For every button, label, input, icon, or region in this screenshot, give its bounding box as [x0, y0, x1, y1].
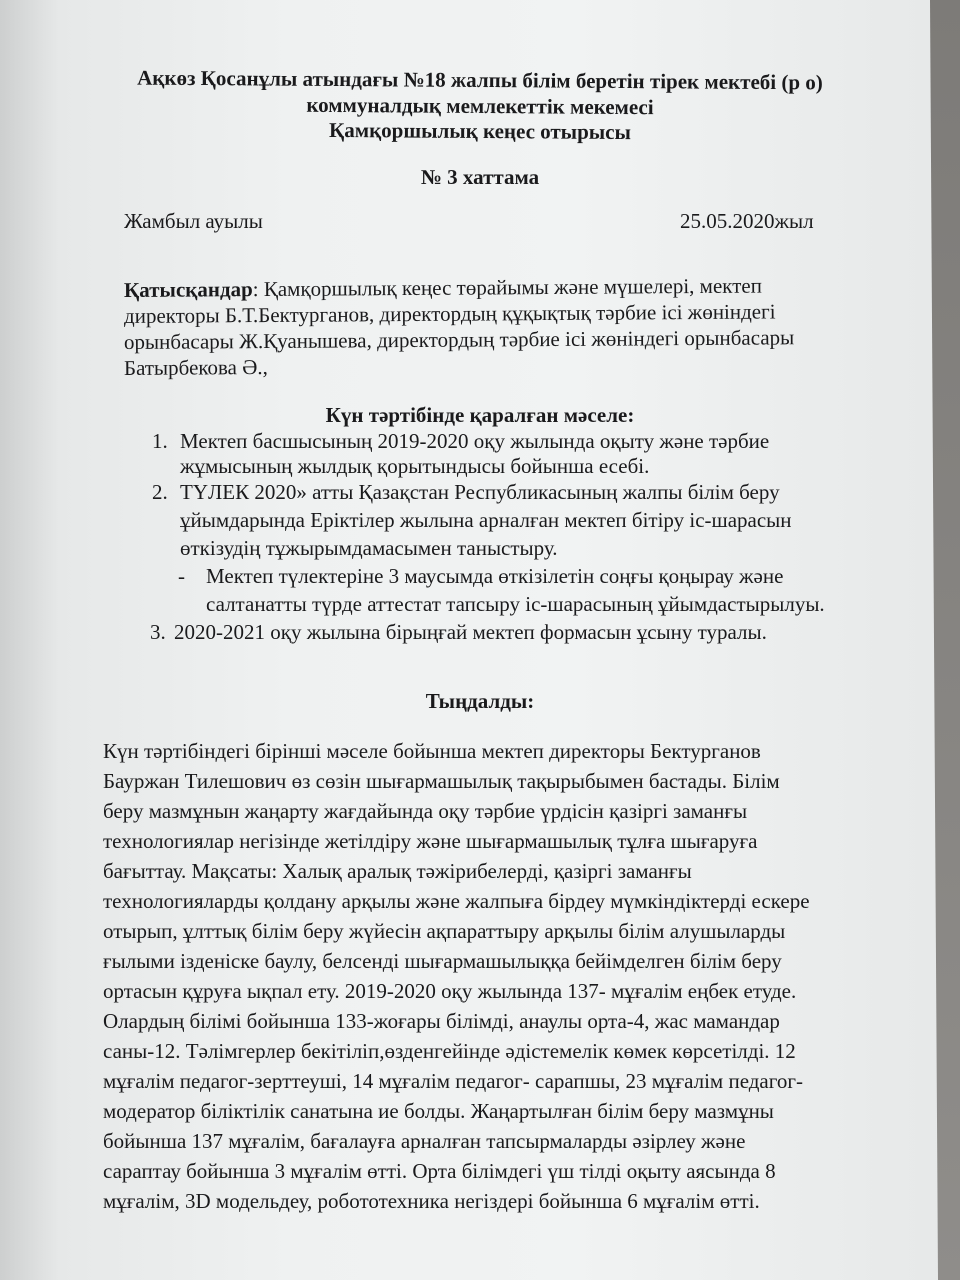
heard-line-5: бағыттау. Мақсаты: Халық аралық тәжірибелерді, қазіргі заманғы	[103, 859, 692, 883]
participants-label: Қатысқандар	[123, 277, 253, 302]
agenda-sub-line-2: салтанатты түрде аттестат тапсыру іс-шарасының ұйымдастырылуы.	[206, 592, 825, 616]
agenda-item-3-line-1: 2020-2021 оқу жылына бірыңғай мектеп формасын ұсыну туралы.	[174, 620, 767, 644]
place-label: Жамбыл ауылы	[124, 209, 263, 233]
header-line-3: Қамқоршылық кеңес отырысы	[328, 117, 632, 145]
participants-text: : Қамқоршылық кеңес төрайымы және мүшелері, мектеп	[252, 273, 762, 302]
page-shadow	[0, 0, 60, 1280]
heard-title: Тыңдалды:	[425, 689, 535, 713]
heard-line-15: сараптау бойынша 3 мұғалім өтті. Орта білімдегі үш тілді оқыту аясында 8	[103, 1159, 776, 1183]
date-label: 25.05.2020жыл	[680, 209, 814, 233]
agenda-item-2-line-1: ТҮЛЕК 2020» атты Қазақстан Республикасының жалпы білім беру	[180, 480, 780, 504]
agenda-title: Күн тәртібінде қаралған мәселе:	[325, 403, 635, 427]
agenda-sub-dash: -	[178, 564, 185, 588]
participants-line-4: Батырбекова Ә.,	[123, 354, 268, 380]
heard-line-14: бойынша 137 мұғалім, бағалауға арналған тапсырмаларды әзірлеу және	[103, 1129, 746, 1153]
protocol-title: № 3 хаттама	[420, 165, 540, 189]
agenda-item-1-number: 1.	[152, 429, 168, 453]
agenda-item-3-number: 3.	[150, 620, 166, 644]
agenda-item-2-line-2: ұйымдарында Еріктілер жылына арналған мектеп бітіру іс-шарасын	[180, 508, 792, 532]
agenda-item-2-number: 2.	[152, 480, 168, 504]
heard-line-16: мұғалім, 3D модельдеу, робототехника негіздері бойынша 6 мұғалім өтті.	[103, 1189, 760, 1213]
heard-line-4: технологиялар негізінде жетілдіру және шығармашылық тұлға шығаруға	[103, 829, 758, 853]
header-line-1: Ақкөз Қосанұлы атындағы №18 жалпы білім беретін тірек мектебі (р о)	[137, 65, 823, 95]
heard-line-3: беру мазмұнын жаңарту жағдайында оқу тәрбие үрдісін қазіргі заманғы	[103, 799, 748, 823]
agenda-item-1-line-1: Мектеп басшысының 2019-2020 оқу жылында оқыту және тәрбие	[180, 429, 770, 453]
heard-line-6: технологияларды қолдану арқылы және жалпыға бірдеу мүмкіндіктерді ескере	[103, 889, 810, 913]
agenda-item-1-line-2: жұмысының жылдық қорытындысы бойынша есебі.	[180, 454, 650, 478]
heard-line-1: Күн тәртібіндегі бірінші мәселе бойынша мектеп директоры Бектурганов	[103, 739, 761, 763]
heard-line-8: ғылыми ізденіске баулу, белсенді шығармашылыққа бейімделген білім беру	[103, 949, 782, 973]
heard-line-2: Бауржан Тилешович өз сөзін шығармашылық тақырыбымен бастады. Білім	[103, 769, 780, 793]
heard-line-13: модератор біліктілік санатына ие болды. Жаңартылған білім беру мазмұны	[103, 1099, 774, 1123]
participants-line-2: директоры Б.Т.Бектурганов, директордың құқықтық тәрбие ісі жөніндегі	[123, 299, 776, 328]
agenda-sub-line-1: Мектеп түлектеріне 3 маусымда өткізілетін соңғы қоңырау және	[206, 564, 784, 588]
heard-line-10: Олардың білімі бойынша 133-жоғары білімді, анаулы орта-4, жас мамандар	[103, 1009, 780, 1033]
heard-line-11: саны-12. Тәлімгерлер бекітіліп,өзденгейінде әдістемелік көмек көрсетілді. 12	[103, 1039, 796, 1063]
agenda-item-2-line-3: өткізудің тұжырымдамасымен таныстыру.	[180, 536, 558, 560]
header-line-2: коммуналдық мемлекеттік мекемесі	[306, 92, 654, 120]
participants-line-3: орынбасары Ж.Қуанышева, директордың тәрбие ісі жөніндегі орынбасары	[123, 325, 795, 354]
heard-line-12: мұғалім педагог-зерттеуші, 14 мұғалім педагог- сарапшы, 23 мұғалім педагог-	[103, 1069, 803, 1093]
heard-line-9: ортасын құруға ықпал ету. 2019-2020 оқу жылында 137- мұғалім еңбек етуде.	[103, 979, 797, 1003]
heard-line-7: отырып, ұлттық білім беру жүйесін ақпараттыру арқылы білім алушыларды	[103, 919, 786, 943]
